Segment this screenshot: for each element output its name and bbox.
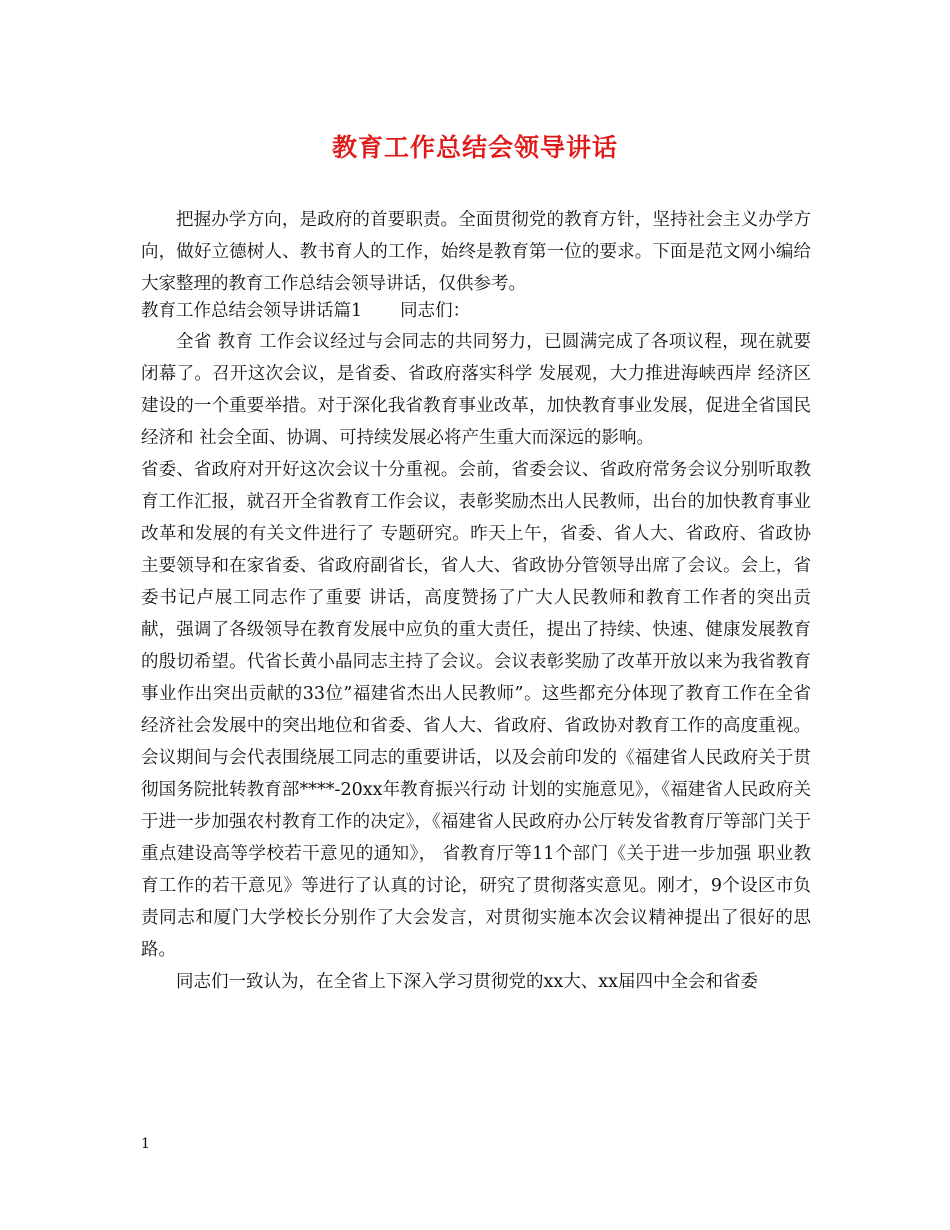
document-title: 教育工作总结会领导讲话 — [331, 133, 618, 162]
page-number: 1 — [141, 1136, 150, 1152]
body-paragraph-1: 全省 教育 工作会议经过与会同志的共同努力，已圆满完成了各项议程，现在就要闭幕了。召开这次会议，是省委、省政府落实科学 发展观，大力推进海峡西岸 经济区建设的一个重要举措。对于深化我省教育事业改革，加快教育事业发展，促进全省国民经济和 社会全面、协调、可持续发展必将产生重大而深远的影响。 — [141, 332, 811, 448]
document-body — [141, 204, 811, 998]
greeting: 同志们： — [400, 301, 471, 321]
intro-paragraph: 把握办学方向，是政府的首要职责。全面贯彻党的教育方针，坚持社会主义办学方向，做好立德树人、教书育人的工作，始终是教育第一位的要求。下面是范文网小编给大家整理的教育工作总结会领导讲话，仅供参考。 — [141, 210, 811, 294]
section-heading: 教育工作总结会领导讲话篇1 — [141, 301, 363, 321]
body-paragraph-2: 省委、省政府对开好这次会议十分重视。会前，省委会议、省政府常务会议分别听取教育工作汇报，就召开全省教育工作会议，表彰奖励杰出人民教师，出台的加快教育事业改革和发展的有关文件进行了 专题研究。昨天上午，省委、省人大、省政府、省政协主要领导和在家省委、省政府副省长，省人大、省政协分管领导出席了会议。会上，省委书记卢展工同志作了重要 讲话，高度赞扬了广大人民教师和教育工作者的突出贡献，强调了各级领导在教育发展中应负的重大责任，提出了持续、快速、健康发展教育的殷切希望。代省长黄小晶同志主持了会议。会议表彰奖励了改革开放以来为我省教育事业作出突出贡献的33位”福建省杰出人民教师”。这些都充分体现了教育工作在全省经济社会发展中的突出地位和省委、省人大、省政府、省政协对教育工作的高度重视。会议期间与会代表围绕展工同志的重要讲话，以及会前印发的《福建省人民政府关于贯彻国务院批转教育部****-20xx年教育振兴行动 计划的实施意见》，《福建省人民政府关于进一步加强农村教育工作的决定》，《福建省人民政府办公厅转发省教育厅等部门关于重点建设高等学校若干意见的通知》， 省教育厅等11个部门《关于进一步加强 职业教育工作的若干意见》等进行了认真的讨论，研究了贯彻落实意见。刚才，9个设区市负责同志和厦门大学校长分别作了大会发言，对贯彻实施本次会议精神提出了很好的思路。 — [141, 460, 811, 960]
section-heading-line — [141, 296, 811, 326]
body-paragraph-3: 同志们一致认为，在全省上下深入学习贯彻党的xx大、xx届四中全会和省委 — [176, 972, 758, 992]
